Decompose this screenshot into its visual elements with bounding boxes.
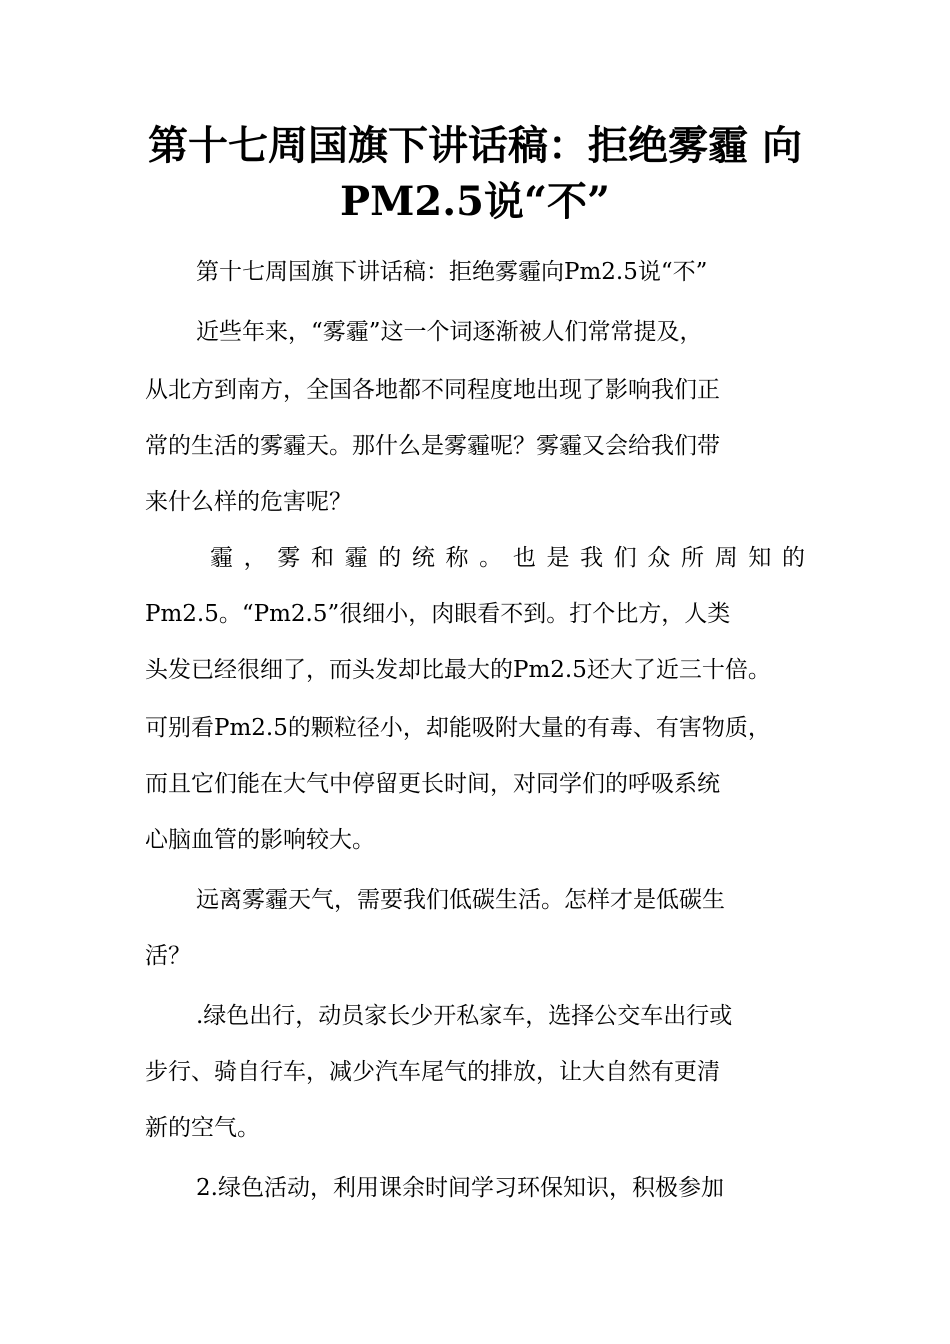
- paragraph-3-line-1: 远离雾霾天气，需要我们低碳生活。怎样才是低碳生: [196, 887, 725, 913]
- paragraph-1-line-2: 从北方到南方，全国各地都不同程度地出现了影响我们正: [145, 377, 720, 403]
- paragraph-2-line-1: 霾，雾和霾的统称。也是我们众所周知的: [210, 545, 805, 571]
- paragraph-2-line-6: 心脑血管的影响较大。: [145, 827, 375, 853]
- paragraph-4-line-3: 新的空气。: [145, 1115, 260, 1141]
- paragraph-2-line-2: Pm2.5。“Pm2.5”很细小，肉眼看不到。打个比方，人类: [145, 601, 731, 627]
- paragraph-4-line-1: .绿色出行，动员家长少开私家车，选择公交车出行或: [196, 1003, 733, 1029]
- paragraph-5-line-1: 2.绿色活动，利用课余时间学习环保知识，积极参加: [196, 1175, 724, 1201]
- paragraph-3-line-2: 活？: [145, 943, 191, 969]
- paragraph-2-line-3: 头发已经很细了，而头发却比最大的Pm2.5还大了近三十倍。: [145, 657, 771, 683]
- paragraph-2-line-5: 而且它们能在大气中停留更长时间，对同学们的呼吸系统: [145, 771, 720, 797]
- paragraph-4-line-2: 步行、骑自行车，减少汽车尾气的排放，让大自然有更清: [145, 1059, 720, 1085]
- paragraph-2-line-4: 可别看Pm2.5的颗粒径小，却能吸附大量的有毒、有害物质，: [145, 715, 771, 741]
- paragraph-1-line-4: 来什么样的危害呢？: [145, 489, 352, 515]
- paragraph-1-line-1: 近些年来，“雾霾”这一个词逐渐被人们常常提及，: [196, 319, 703, 345]
- document-subtitle: 第十七周国旗下讲话稿：拒绝雾霾向Pm2.5说“不”: [196, 259, 708, 285]
- paragraph-1-line-3: 常的生活的雾霾天。那什么是雾霾呢？雾霾又会给我们带: [145, 433, 720, 459]
- document-title-line-2: PM2.5说“不”: [340, 178, 610, 225]
- document-title-line-1: 第十七周国旗下讲话稿：拒绝雾霾 向: [148, 122, 802, 169]
